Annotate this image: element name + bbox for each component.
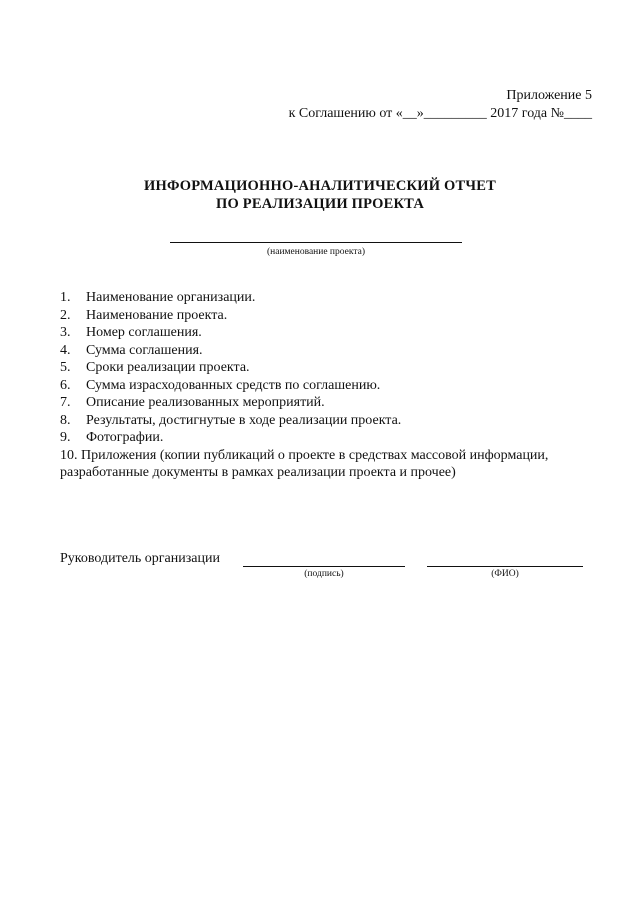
report-items-list bbox=[60, 289, 600, 482]
list-item: 5. Сроки реализации проекта. bbox=[60, 360, 250, 375]
list-item: 9. Фотографии. bbox=[60, 430, 164, 445]
list-item: 10. Приложения (копии публикаций о проекте в средствах массовой информации, разработанные документы в рамках реализации проекта и прочее) bbox=[60, 447, 549, 480]
list-item: 3. Номер соглашения. bbox=[60, 325, 202, 340]
appendix-number: Приложение 5 bbox=[506, 88, 592, 103]
full-name-caption: (ФИО) bbox=[491, 569, 519, 579]
list-item: 4. Сумма соглашения. bbox=[60, 342, 203, 358]
report-title: ИНФОРМАЦИОННО-АНАЛИТИЧЕСКИЙ ОТЧЕТ bbox=[144, 178, 496, 194]
full-name-line bbox=[427, 566, 583, 567]
report-subtitle: ПО РЕАЛИЗАЦИИ ПРОЕКТА bbox=[216, 196, 424, 212]
agreement-reference: к Соглашению от «__»_________ 2017 года №____ bbox=[288, 106, 592, 121]
signature-label: Руководитель организации bbox=[60, 551, 220, 566]
list-item: 6. Сумма израсходованных средств по соглашению. bbox=[60, 377, 381, 393]
list-item: 8. Результаты, достигнутые в ходе реализации проекта. bbox=[60, 412, 402, 428]
list-item: 2. Наименование проекта. bbox=[60, 307, 228, 323]
list-item: 7. Описание реализованных мероприятий. bbox=[60, 395, 325, 410]
project-name-caption: (наименование проекта) bbox=[266, 247, 365, 257]
list-item: 1. Наименование организации. bbox=[60, 290, 256, 305]
project-name-line bbox=[170, 242, 462, 243]
signature-line bbox=[243, 566, 405, 567]
signature-caption: (подпись) bbox=[304, 569, 344, 579]
